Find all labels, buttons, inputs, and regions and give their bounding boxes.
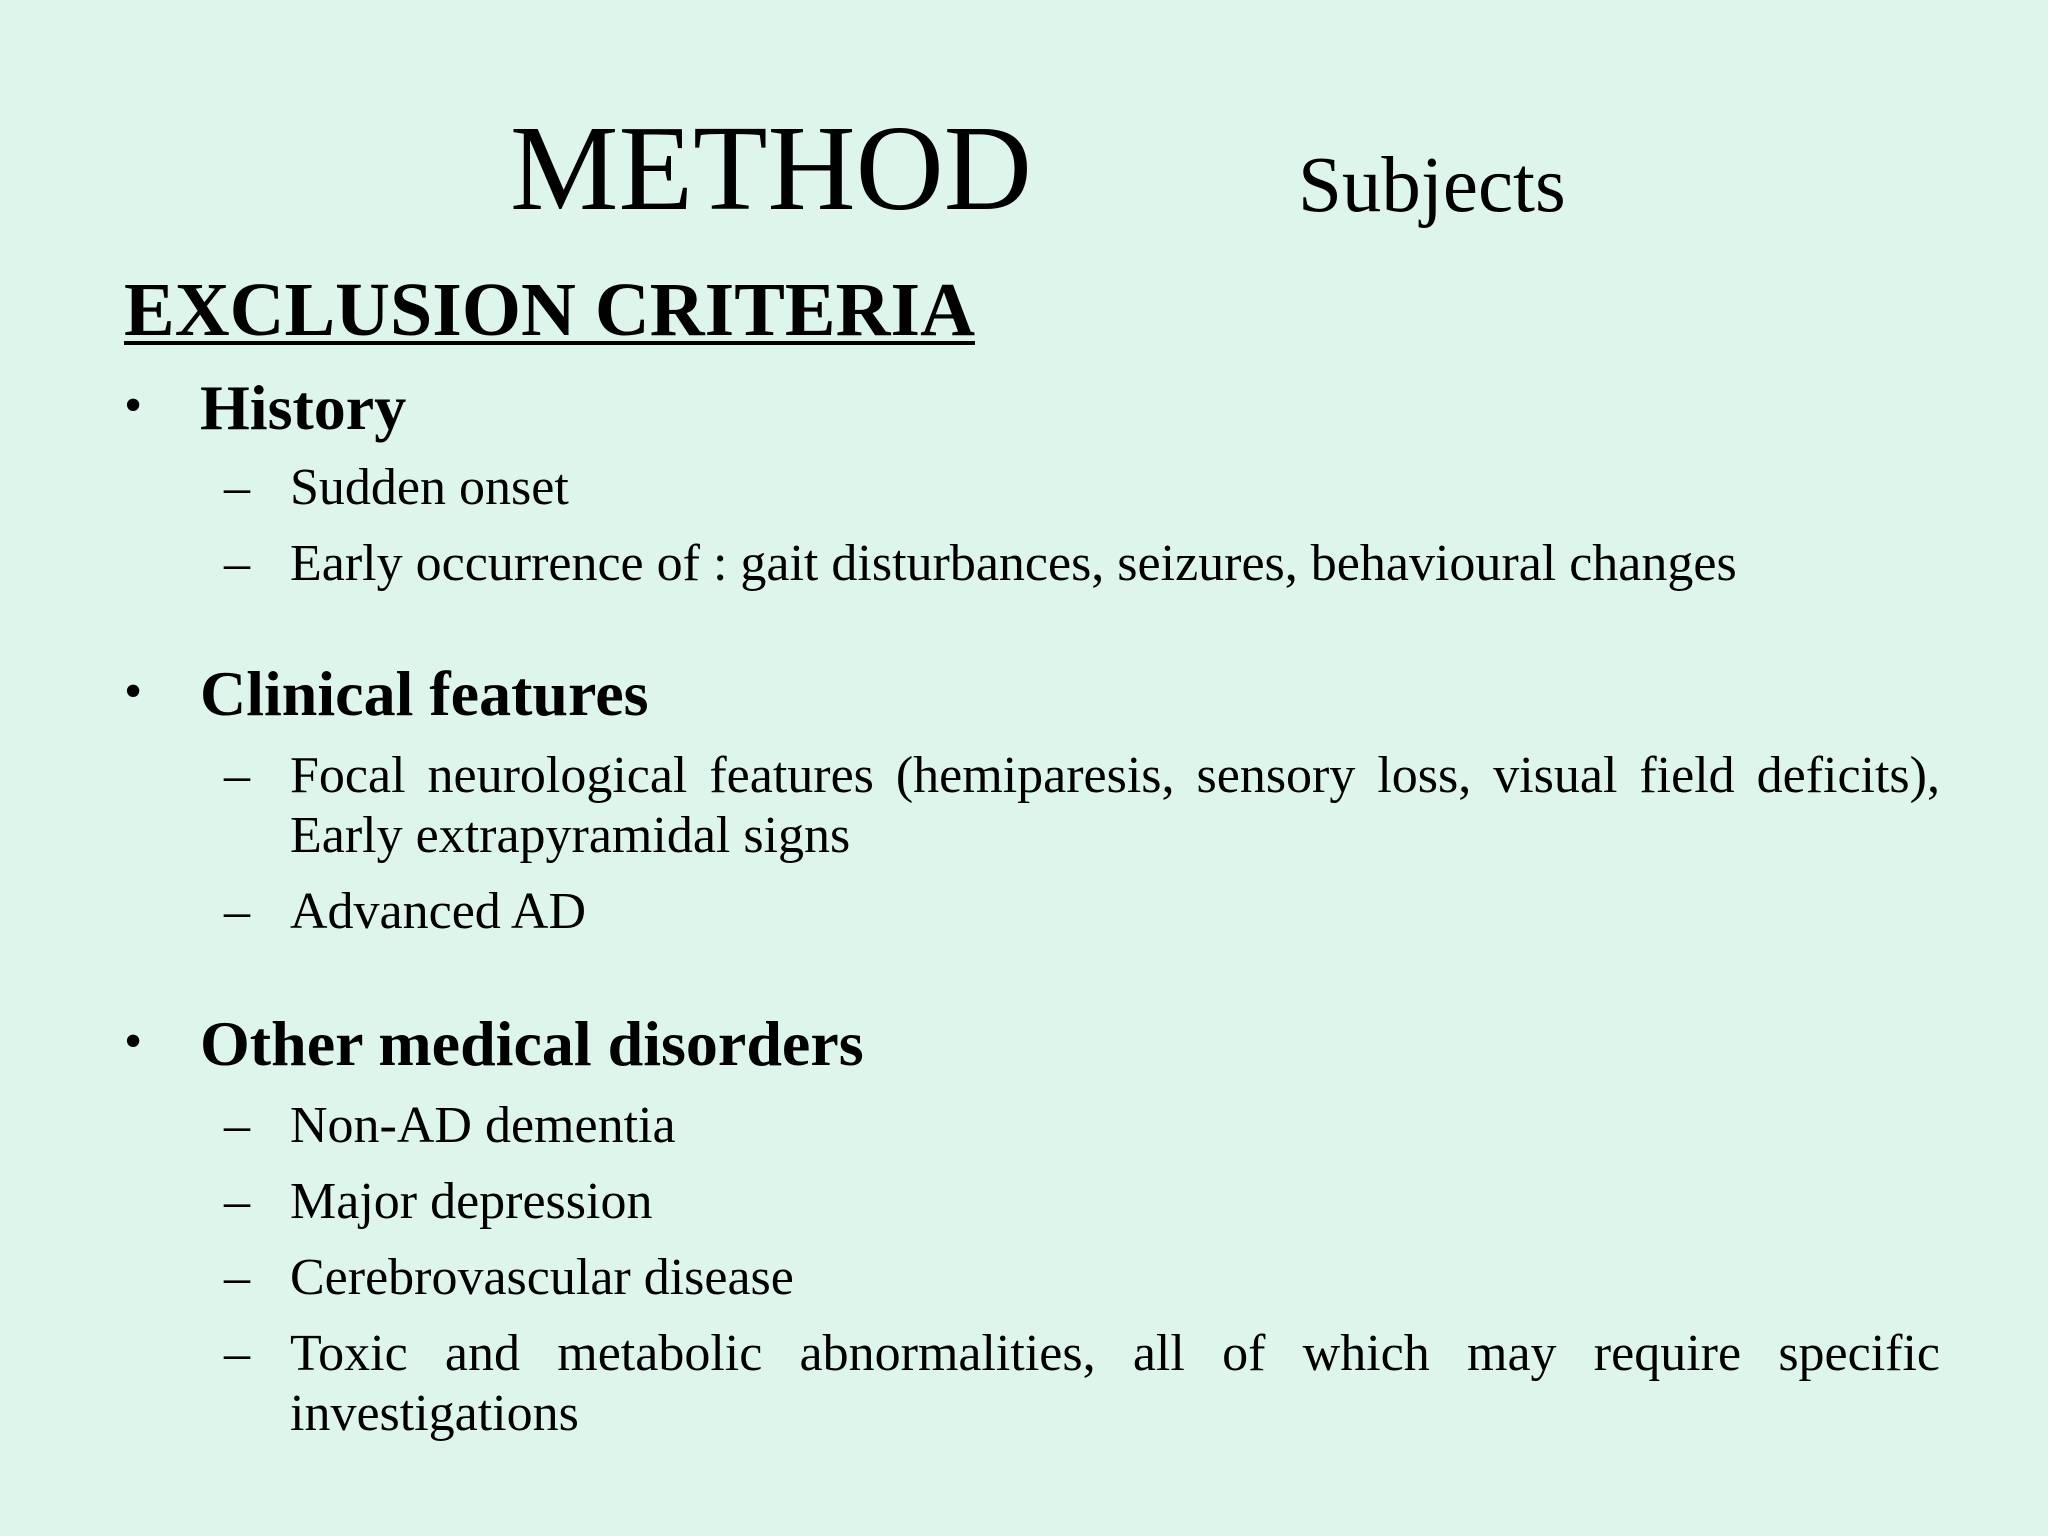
bullet-dot: • (124, 1013, 143, 1070)
dash: – (224, 883, 250, 940)
dash: – (224, 535, 250, 592)
sub-item-text: Non-AD dementia (290, 1097, 676, 1154)
sub-item-text: Toxic and metabolic abnormalities, all of which may require specific investigations (290, 1325, 1940, 1442)
bullet-label-clinical-features: Clinical features (200, 658, 649, 729)
dash: – (224, 1173, 250, 1230)
dash: – (224, 459, 250, 516)
slide-title: METHOD (510, 101, 1032, 236)
bullet-dot: • (124, 377, 143, 434)
sub-item-text: Advanced AD (290, 883, 587, 940)
dash: – (224, 1097, 250, 1154)
dash: – (224, 1325, 250, 1382)
sub-item-text: Cerebrovascular disease (290, 1249, 794, 1306)
exclusion-criteria-heading: EXCLUSION CRITERIA (124, 268, 975, 352)
dash: – (224, 747, 250, 804)
sub-item-text: Early occurrence of : gait disturbances, seizures, behavioural changes (290, 535, 1737, 592)
sub-item-text: Focal neurological features (hemiparesis, sensory loss, visual field deficits), Early extrapyramidal signs (290, 747, 1940, 864)
slide-subtitle: Subjects (1298, 142, 1566, 229)
sub-item-text: Sudden onset (290, 459, 569, 516)
dash: – (224, 1249, 250, 1306)
sub-item-text: Major depression (290, 1173, 653, 1230)
bullet-label-history: History (200, 372, 407, 443)
bullet-label-other-medical-disorders: Other medical disorders (200, 1008, 864, 1079)
bullet-dot: • (124, 663, 143, 720)
